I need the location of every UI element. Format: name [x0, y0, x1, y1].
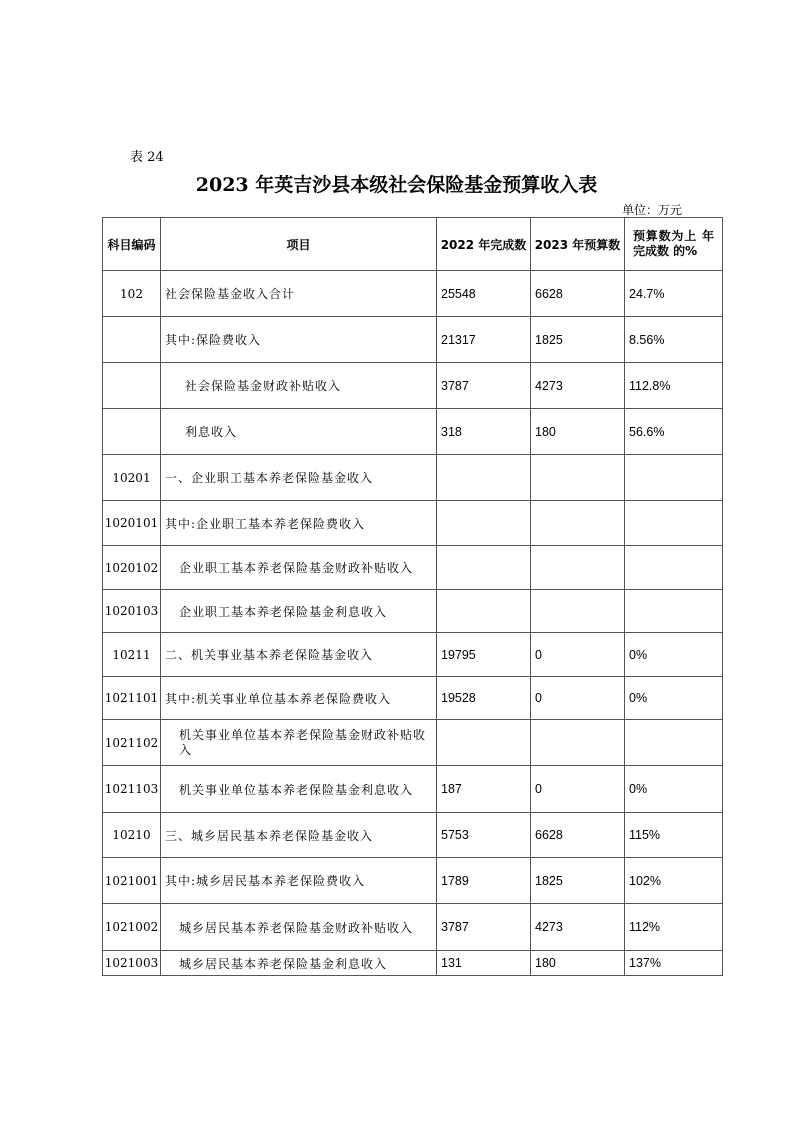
row-done-2022 — [437, 546, 531, 590]
row-item: 其中:企业职工基本养老保险费收入 — [161, 501, 437, 546]
row-ratio: 137% — [625, 951, 723, 976]
row-ratio: 0% — [625, 677, 723, 720]
row-ratio — [625, 546, 723, 590]
table-row — [103, 720, 723, 766]
row-done-2022: 318 — [437, 409, 531, 455]
row-code: 1021103 — [103, 766, 161, 813]
row-code: 1021002 — [103, 904, 161, 951]
row-done-2022 — [437, 501, 531, 546]
row-code: 1021001 — [103, 858, 161, 904]
header-code: 科目编码 — [103, 218, 161, 271]
row-ratio: 102% — [625, 858, 723, 904]
table-body — [103, 271, 723, 976]
row-done-2022 — [437, 455, 531, 501]
row-budget-2023: 0 — [531, 677, 625, 720]
table-row — [103, 455, 723, 501]
table-row — [103, 590, 723, 633]
row-budget-2023: 6628 — [531, 271, 625, 317]
row-item: 城乡居民基本养老保险基金财政补贴收入 — [161, 904, 437, 951]
row-budget-2023 — [531, 720, 625, 766]
header-budget-2023: 2023 年预算数 — [531, 218, 625, 271]
row-code: 1021102 — [103, 720, 161, 766]
row-code: 1020102 — [103, 546, 161, 590]
table-row — [103, 317, 723, 363]
row-done-2022 — [437, 720, 531, 766]
row-ratio: 24.7% — [625, 271, 723, 317]
table-row — [103, 813, 723, 858]
table-row — [103, 858, 723, 904]
header-ratio: 预算数为上 年 完成数 的% — [625, 218, 723, 271]
row-code: 102 — [103, 271, 161, 317]
row-item: 三、城乡居民基本养老保险基金收入 — [161, 813, 437, 858]
row-item: 企业职工基本养老保险基金利息收入 — [161, 590, 437, 633]
row-item: 其中:机关事业单位基本养老保险费收入 — [161, 677, 437, 720]
row-code: 1020101 — [103, 501, 161, 546]
row-done-2022: 187 — [437, 766, 531, 813]
row-done-2022: 1789 — [437, 858, 531, 904]
row-item: 机关事业单位基本养老保险基金财政补贴收 入 — [161, 720, 437, 766]
row-code: 10201 — [103, 455, 161, 501]
row-item: 其中:保险费收入 — [161, 317, 437, 363]
row-done-2022: 21317 — [437, 317, 531, 363]
row-code: 10211 — [103, 633, 161, 677]
row-budget-2023 — [531, 455, 625, 501]
row-code — [103, 317, 161, 363]
row-item: 其中:城乡居民基本养老保险费收入 — [161, 858, 437, 904]
row-ratio: 8.56% — [625, 317, 723, 363]
row-ratio: 56.6% — [625, 409, 723, 455]
table-row — [103, 546, 723, 590]
row-item: 机关事业单位基本养老保险基金利息收入 — [161, 766, 437, 813]
row-item: 企业职工基本养老保险基金财政补贴收入 — [161, 546, 437, 590]
header-item: 项目 — [161, 218, 437, 271]
row-item: 利息收入 — [161, 409, 437, 455]
row-ratio — [625, 455, 723, 501]
table-row — [103, 409, 723, 455]
table-row — [103, 271, 723, 317]
row-budget-2023: 0 — [531, 633, 625, 677]
row-budget-2023: 4273 — [531, 904, 625, 951]
row-budget-2023 — [531, 546, 625, 590]
row-item: 二、机关事业基本养老保险基金收入 — [161, 633, 437, 677]
table-row — [103, 951, 723, 976]
row-budget-2023: 1825 — [531, 858, 625, 904]
row-done-2022: 3787 — [437, 363, 531, 409]
row-budget-2023 — [531, 590, 625, 633]
row-budget-2023: 0 — [531, 766, 625, 813]
row-done-2022: 19528 — [437, 677, 531, 720]
row-ratio — [625, 501, 723, 546]
row-code: 1020103 — [103, 590, 161, 633]
table-row — [103, 766, 723, 813]
row-ratio: 112.8% — [625, 363, 723, 409]
table-number: 表 24 — [130, 150, 164, 165]
page-title: 2023 年英吉沙县本级社会保险基金预算收入表 — [195, 174, 598, 196]
table-row — [103, 677, 723, 720]
row-done-2022: 25548 — [437, 271, 531, 317]
row-item: 社会保险基金财政补贴收入 — [161, 363, 437, 409]
header-done-2022: 2022 年完成数 — [437, 218, 531, 271]
table-row — [103, 363, 723, 409]
row-done-2022: 5753 — [437, 813, 531, 858]
row-code — [103, 409, 161, 455]
row-budget-2023: 180 — [531, 409, 625, 455]
row-budget-2023: 4273 — [531, 363, 625, 409]
row-done-2022 — [437, 590, 531, 633]
table-header-row — [103, 218, 723, 271]
table-row — [103, 501, 723, 546]
row-budget-2023 — [531, 501, 625, 546]
row-ratio: 115% — [625, 813, 723, 858]
row-code: 10210 — [103, 813, 161, 858]
row-ratio — [625, 720, 723, 766]
row-item: 社会保险基金收入合计 — [161, 271, 437, 317]
row-done-2022: 19795 — [437, 633, 531, 677]
table-row — [103, 633, 723, 677]
row-budget-2023: 180 — [531, 951, 625, 976]
row-budget-2023: 6628 — [531, 813, 625, 858]
row-item: 一、企业职工基本养老保险基金收入 — [161, 455, 437, 501]
row-budget-2023: 1825 — [531, 317, 625, 363]
row-code: 1021101 — [103, 677, 161, 720]
row-code — [103, 363, 161, 409]
row-ratio — [625, 590, 723, 633]
row-ratio: 112% — [625, 904, 723, 951]
budget-table — [102, 217, 723, 976]
row-done-2022: 131 — [437, 951, 531, 976]
row-ratio: 0% — [625, 633, 723, 677]
row-code: 1021003 — [103, 951, 161, 976]
table-row — [103, 904, 723, 951]
row-ratio: 0% — [625, 766, 723, 813]
row-item: 城乡居民基本养老保险基金利息收入 — [161, 951, 437, 976]
row-done-2022: 3787 — [437, 904, 531, 951]
unit-label: 单位：万元 — [622, 203, 683, 217]
